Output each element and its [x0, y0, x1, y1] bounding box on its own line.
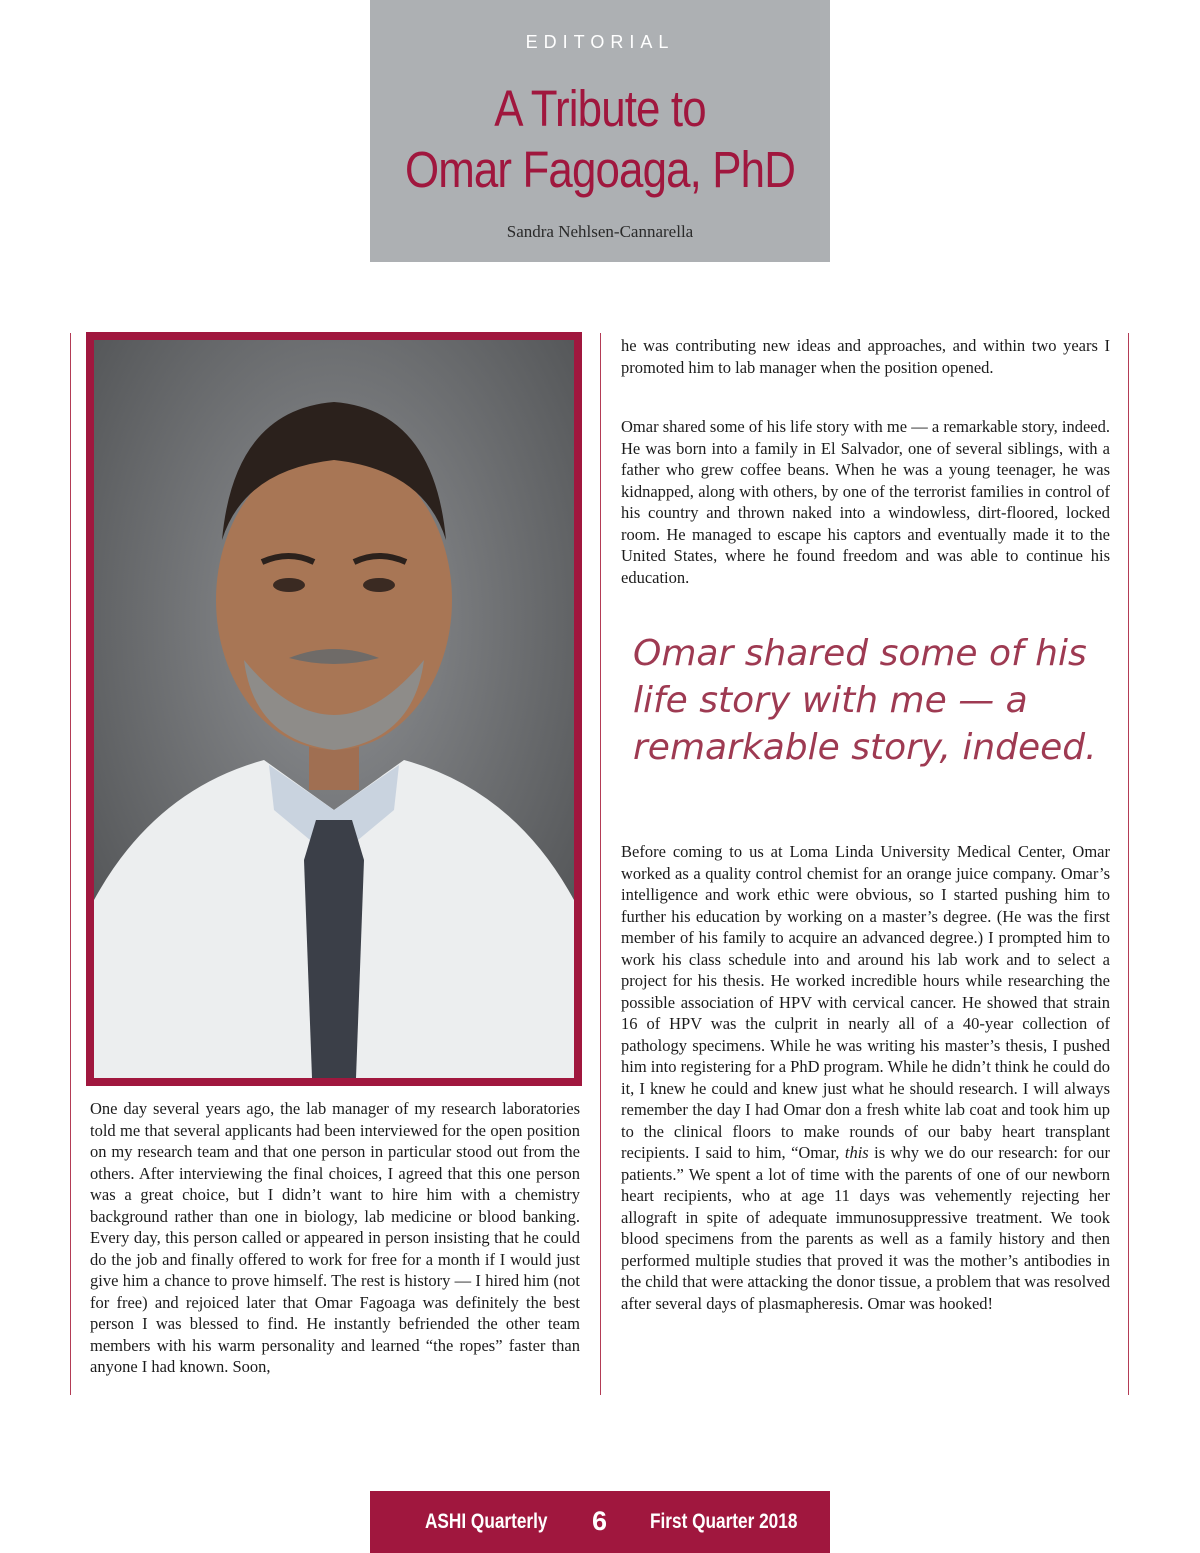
title-line-1: A Tribute to [494, 80, 706, 137]
footer-issue: First Quarter 2018 [650, 1510, 798, 1533]
page-footer [370, 1491, 830, 1553]
article-column-right-bottom [621, 841, 1110, 1314]
column-rule-left [70, 333, 71, 1395]
paragraph-career [621, 841, 1110, 1314]
article-column-right-mid [621, 416, 1110, 588]
portrait-illustration [94, 340, 574, 1078]
article-title [402, 78, 798, 200]
pull-quote [633, 630, 1103, 771]
career-text-emphasis: this [844, 1143, 869, 1162]
paragraph-life-story: Omar shared some of his life story with me — a remarkable story, indeed. He was born into a family in El Salvador, one of several siblings, with a father who grew coffee beans. When he was a young teenager, he was kidnapped, along with others, by one of the terrorist families in control of his country and thrown naked into a windowless, dirt-floored, locked room. He managed to escape his captors and eventually made it to the United States, where he found freedom and was able to continue his education. [621, 417, 1110, 587]
section-label: EDITORIAL [525, 32, 675, 52]
career-text-after: is why we do our research: for our patients.” We spent a lot of time with the parents of one of our newborn heart recipients, who at age 11 days was vehemently rejecting her allograft in spite of adequate immunosuppressive treatment. We took blood specimens from the parents as well as a family history and then performed multiple studies that proved it was the mother’s antibodies in the child that were attacking the donor tissue, a problem that was resolved after several days of plasmapheresis. Omar was hooked! [621, 1143, 1110, 1313]
footer-page-number: 6 [592, 1506, 608, 1536]
career-text-before: Before coming to us at Loma Linda University Medical Center, Omar worked as a quality control chemist for an orange juice company. Omar’s intelligence and work ethic were obvious, so I started pushing him to further his education by working on a master’s degree. (He was the first member of his family to acquire an advanced degree.) I prompted him to work his class schedule into and around his lab work and to select a project for his thesis. He worked incredible hours while researching the possible association of HPV with cervical cancer. He showed that strain 16 of HPV was the culprit in nearly all of a 40-year collection of pathology specimens. While he was writing his master’s thesis, I pushed him into registering for a PhD program. While he didn’t think he could do it, I knew he could and knew just what he should research. I will always remember the day I had Omar don a fresh white lab coat and took him up to the clinical floors to make rounds of our baby heart transplant recipients. I said to him, “Omar, [621, 842, 1110, 1162]
column-rule-right [1128, 333, 1129, 1395]
author-byline: Sandra Nehlsen-Cannarella [506, 222, 694, 241]
pull-quote-line-1: Omar shared some of his [633, 633, 1087, 674]
portrait-photo [86, 332, 582, 1086]
article-column-left [90, 1098, 580, 1378]
footer-publication: ASHI Quarterly [425, 1510, 548, 1533]
pull-quote-line-3: remarkable story, indeed. [633, 727, 1097, 768]
article-column-right-top [621, 335, 1110, 378]
paragraph-continuation: he was contributing new ideas and approaches, and within two years I promoted him to lab manager when the position opened. [621, 336, 1110, 377]
column-rule-center [600, 333, 601, 1395]
editorial-header [370, 0, 830, 262]
paragraph-intro: One day several years ago, the lab manager of my research laboratories told me that several applicants had been interviewed for the open position on my research team and that one person in particular stood out from the others. After interviewing the final choices, I agreed that this one person was a great choice, but I didn’t want to hire him with a chemistry background rather than one in biology, lab medicine or blood banking. Every day, this person called or appeared in person insisting that he could do the job and finally offered to work for free for a month if I would just give him a chance to prove himself. The rest is history — I hired him (not for free) and rejoiced later that Omar Fagoaga was definitely the best person I was blessed to find. He instantly befriended the other team members with his warm personality and learned “the ropes” faster than anyone I had known. Soon, [90, 1099, 580, 1376]
pull-quote-line-2: life story with me — a [633, 680, 1028, 721]
title-line-2: Omar Fagoaga, PhD [404, 141, 796, 198]
